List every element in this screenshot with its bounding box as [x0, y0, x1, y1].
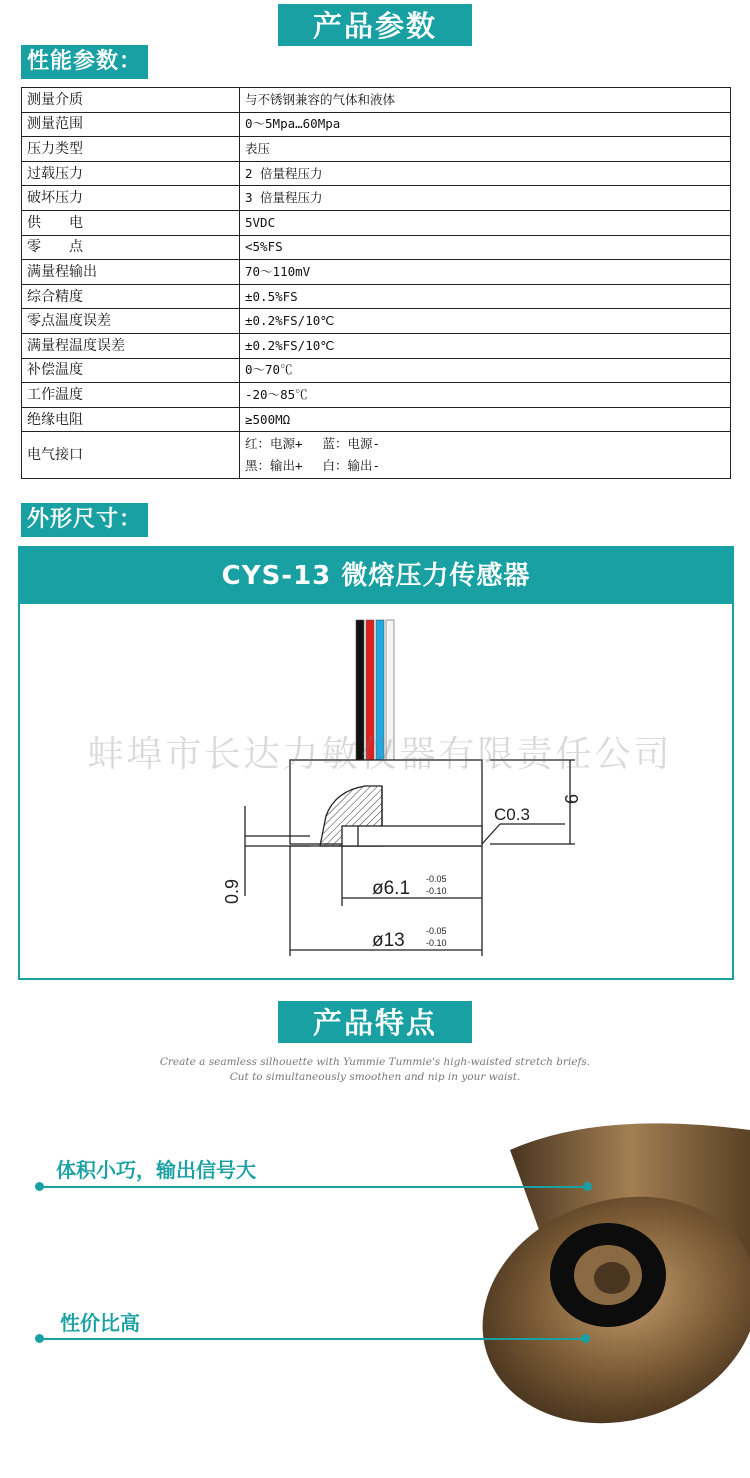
spec-key: 压力类型 [22, 137, 240, 162]
spec-row [22, 383, 731, 408]
inner-diameter-label: ø6.1 [372, 878, 411, 899]
spec-key: 工作温度 [22, 383, 240, 408]
spec-row [22, 235, 731, 260]
feature-line-2 [40, 1338, 586, 1340]
spec-value: 70～110mV [240, 260, 731, 285]
spec-value: 2 倍量程压力 [240, 161, 731, 186]
company-watermark: 蚌埠市长达力敏仪器有限责任公司 [87, 734, 673, 775]
spec-key: 供 电 [22, 210, 240, 235]
spec-row [22, 112, 731, 137]
spec-row [22, 284, 731, 309]
feature-line-1 [40, 1186, 586, 1188]
spec-row [22, 333, 731, 358]
spec-value: ±0.5%FS [240, 284, 731, 309]
step-label: 0.9 [222, 878, 242, 904]
spec-row [22, 137, 731, 162]
performance-section-label: 性能参数： [21, 45, 148, 79]
spec-row [22, 260, 731, 285]
spec-value: <5%FS [240, 235, 731, 260]
sensor-dimension-drawing [20, 606, 732, 976]
tagline-line-2: Cut to simultaneously smoothen and nip in your waist. [229, 1071, 521, 1083]
spec-key: 满量程输出 [22, 260, 240, 285]
spec-key: 过载压力 [22, 161, 240, 186]
spec-key: 满量程温度误差 [22, 333, 240, 358]
feature-dot-2-end [581, 1334, 590, 1343]
spec-value: ≥500MΩ [240, 407, 731, 432]
spec-key: 电气接口 [22, 432, 240, 479]
feature-label-1: 体积小巧，输出信号大 [56, 1158, 256, 1182]
feature-label-2: 性价比高 [60, 1311, 140, 1335]
spec-table [21, 87, 731, 479]
spec-row [22, 407, 731, 432]
spec-row [22, 210, 731, 235]
height-label: 6 [562, 793, 582, 804]
features-banner: 产品特点 [278, 1001, 472, 1043]
outer-diameter-label: ø13 [372, 930, 405, 951]
spec-value-electrical [240, 432, 731, 479]
spec-key: 补偿温度 [22, 358, 240, 383]
spec-value: 表压 [240, 137, 731, 162]
spec-key: 测量范围 [22, 112, 240, 137]
spec-row [22, 161, 731, 186]
spec-key: 综合精度 [22, 284, 240, 309]
outer-tol-upper: -0.05 [426, 926, 447, 936]
outer-tol-lower: -0.10 [426, 938, 447, 948]
chamfer-label: C0.3 [494, 805, 530, 824]
tagline-line-1: Create a seamless silhouette with Yummie Tummie's high-waisted stretch briefs. [159, 1056, 591, 1068]
spec-key: 破坏压力 [22, 186, 240, 211]
spec-value: 5VDC [240, 210, 731, 235]
spec-key: 测量介质 [22, 88, 240, 113]
electrical-line-2: 黑：输出+ 白：输出- [245, 458, 381, 474]
spec-key: 零 点 [22, 235, 240, 260]
spec-value: ±0.2%FS/10℃ [240, 309, 731, 334]
spec-value: 0～5Mpa…60Mpa [240, 112, 731, 137]
spec-value: 与不锈钢兼容的气体和液体 [240, 88, 731, 113]
inner-tol-lower: -0.10 [426, 886, 447, 896]
spec-value: 3 倍量程压力 [240, 186, 731, 211]
drawing-title: CYS-13 微熔压力传感器 [20, 548, 732, 604]
spec-key: 绝缘电阻 [22, 407, 240, 432]
spec-row-electrical [22, 432, 731, 479]
spec-value: -20～85℃ [240, 383, 731, 408]
inner-tol-upper: -0.05 [426, 874, 447, 884]
params-banner: 产品参数 [278, 4, 472, 46]
sensor-product-photo [450, 1110, 750, 1450]
electrical-line-1: 红：电源+ 蓝：电源- [245, 436, 381, 452]
feature-dot-1-end [583, 1182, 592, 1191]
spec-value: 0～70℃ [240, 358, 731, 383]
spec-row [22, 309, 731, 334]
spec-row [22, 186, 731, 211]
spec-value: ±0.2%FS/10℃ [240, 333, 731, 358]
spec-row [22, 88, 731, 113]
spec-key: 零点温度误差 [22, 309, 240, 334]
spec-row [22, 358, 731, 383]
dimensions-section-label: 外形尺寸： [21, 503, 148, 537]
